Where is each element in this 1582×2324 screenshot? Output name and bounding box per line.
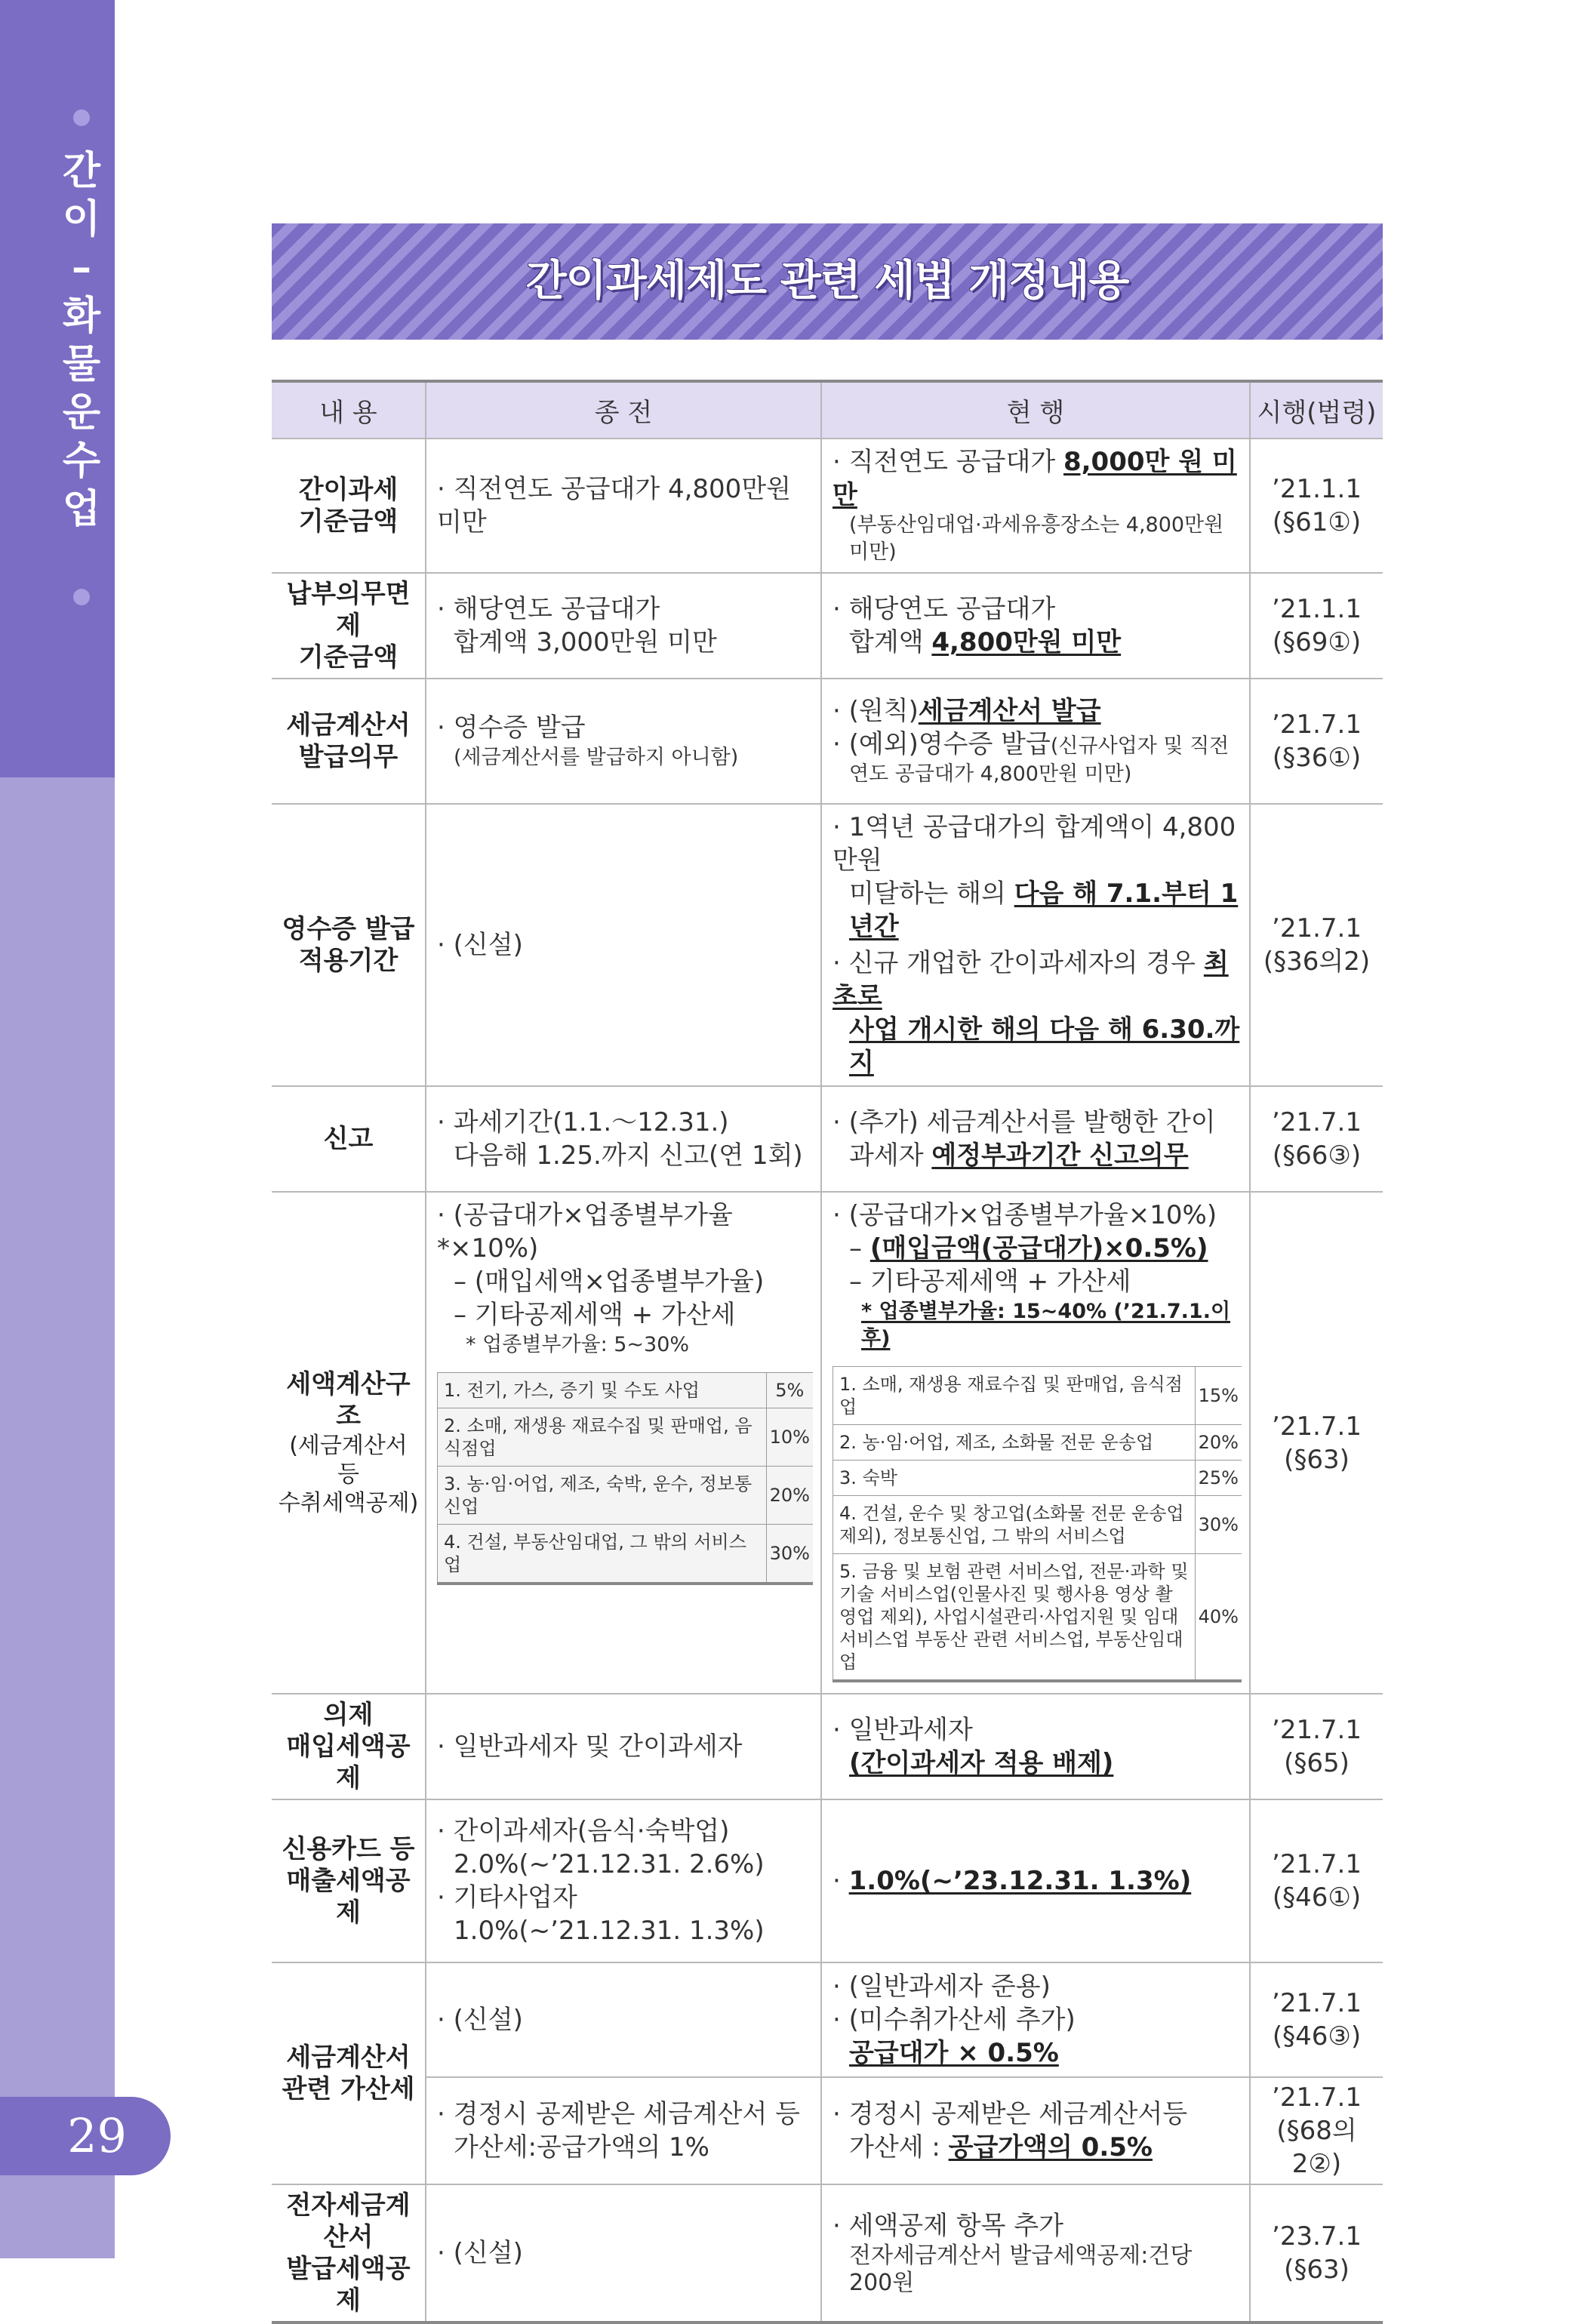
table-row (272, 2077, 1383, 2184)
row-new: · 세액공제 항목 추가 전자세금계산서 발급세액공제:건당 200원 (821, 2184, 1250, 2322)
row-new: · (공급대가×업종별부가율×10%) – (매입금액(공급대가)×0.5%) – 기타공제세액 + 가산세 * 업종별부가율: 15~40% (’21.7.1.이후) 1. 소매, 재생용 재료수집 및 판매업, 음식점업 15% 2. 농·임·어업, 제조, 소화물 전문 운송업 20% 3. 숙박 25% 4. 건설, 운수 및 창고업(소화물 전문 운송업 제외), 정보통신업, 그 밖의 서비스업 30% 5. 금융 및 보험 관련 서비스업, 전문·과학 및 기술 서비스업(인물사진 및 행사용 영상 촬영업 제외), 사업시설관리·사업지원 및 임대서비스업 부동산 관련 서비스업, 부동산임대업 40% (821, 1192, 1250, 1694)
row-new: · 1.0%(~’23.12.31. 1.3%) (821, 1799, 1250, 1962)
row-category: 납부의무면제 기준금액 (272, 573, 426, 679)
row-old: · 경정시 공제받은 세금계산서 등 가산세:공급가액의 1% (426, 2077, 821, 2184)
row-old: · 일반과세자 및 간이과세자 (426, 1694, 821, 1799)
row-effective: ’23.7.1 (§63) (1250, 2184, 1383, 2322)
row-category: 세금계산서 발급의무 (272, 679, 426, 804)
sidebar-dot-bottom (73, 589, 90, 605)
header-effective: 시행(법령) (1250, 381, 1383, 439)
row-new: · 경정시 공제받은 세금계산서등 가산세 : 공급가액의 0.5% (821, 2077, 1250, 2184)
row-category: 세금계산서 관련 가산세 (272, 1962, 426, 2184)
table-row (272, 1192, 1383, 1694)
rate-row: 4. 건설, 부동산임대업, 그 밖의 서비스업 30% (438, 1525, 814, 1584)
sidebar-dot-top (73, 109, 90, 126)
page-number: 29 (67, 2108, 127, 2163)
banner-title: 간이과세제도 관련 세법 개정내용 (525, 257, 1129, 306)
table-row (272, 1962, 1383, 2077)
row-category: 신용카드 등 매출세액공제 (272, 1799, 426, 1962)
new-rate-table (833, 1366, 1242, 1682)
row-effective: ’21.7.1 (§36의2) (1250, 804, 1383, 1086)
header-new: 현 행 (821, 381, 1250, 439)
row-category: 영수증 발급 적용기간 (272, 804, 426, 1086)
old-rate-table (437, 1372, 813, 1585)
row-new: · 해당연도 공급대가 합계액 4,800만원 미만 (821, 573, 1250, 679)
row-new: · 직전연도 공급대가 8,000만 원 미만 (부동산임대업·과세유흥장소는 4,800만원 미만) (821, 439, 1250, 573)
header-old: 종 전 (426, 381, 821, 439)
rate-row: 5. 금융 및 보험 관련 서비스업, 전문·과학 및 기술 서비스업(인물사진 및 행사용 영상 촬영업 제외), 사업시설관리·사업지원 및 임대서비스업 부동산 관련 서비스업, 부동산임대업 40% (833, 1554, 1242, 1682)
header-category: 내 용 (272, 381, 426, 439)
rate-row: 3. 농·임·어업, 제조, 숙박, 운수, 정보통신업 20% (438, 1467, 814, 1525)
row-old: · (신설) (426, 804, 821, 1086)
table-row (272, 1086, 1383, 1192)
row-effective: ’21.7.1 (§66③) (1250, 1086, 1383, 1192)
row-new: · (일반과세자 준용) · (미수취가산세 추가) 공급대가 × 0.5% (821, 1962, 1250, 2077)
table-row (272, 2184, 1383, 2322)
row-category: 세액계산구조 (세금계산서 등 수취세액공제) (272, 1192, 426, 1694)
row-old: · 해당연도 공급대가 합계액 3,000만원 미만 (426, 573, 821, 679)
table-row (272, 804, 1383, 1086)
revision-table (272, 380, 1383, 2324)
table-row (272, 1694, 1383, 1799)
row-old: · 직전연도 공급대가 4,800만원 미만 (426, 439, 821, 573)
title-banner (272, 223, 1383, 340)
rate-row: 2. 소매, 재생용 재료수집 및 판매업, 음식점업 10% (438, 1408, 814, 1467)
rate-row: 4. 건설, 운수 및 창고업(소화물 전문 운송업 제외), 정보통신업, 그 밖의 서비스업 30% (833, 1496, 1242, 1554)
sidebar-lower (0, 777, 115, 2258)
row-category: 의제 매입세액공제 (272, 1694, 426, 1799)
row-category: 신고 (272, 1086, 426, 1192)
rate-row: 2. 농·임·어업, 제조, 소화물 전문 운송업 20% (833, 1425, 1242, 1461)
row-category: 간이과세 기준금액 (272, 439, 426, 573)
sidebar-section-title: 간 이 – 화 물 운 수 업 (62, 149, 101, 532)
row-new: · (추가) 세금계산서를 발행한 간이 과세자 예정부과기간 신고의무 (821, 1086, 1250, 1192)
page-number-tab (0, 2097, 171, 2175)
rate-row: 3. 숙박 25% (833, 1461, 1242, 1496)
row-new: · 1역년 공급대가의 합계액이 4,800만원 미달하는 해의 다음 해 7.1.부터 1년간 · 신규 개업한 간이과세자의 경우 최초로 사업 개시한 해의 다음 해 6.30.까지 (821, 804, 1250, 1086)
row-old: · 영수증 발급 (세금계산서를 발급하지 아니함) (426, 679, 821, 804)
row-old: · (공급대가×업종별부가율*×10%) – (매입세액×업종별부가율) – 기타공제세액 + 가산세 * 업종별부가율: 5~30% 1. 전기, 가스, 증기 및 수도 사업 5% 2. 소매, 재생용 재료수집 및 판매업, 음식점업 10% 3. 농·임·어업, 제조, 숙박, 운수, 정보통신업 20% 4. 건설, 부동산임대업, 그 밖의 서비스업 30% (426, 1192, 821, 1694)
row-category: 전자세금계산서 발급세액공제 (272, 2184, 426, 2322)
row-effective: ’21.7.1 (§46③) (1250, 1962, 1383, 2077)
rate-row: 1. 소매, 재생용 재료수집 및 판매업, 음식점업 15% (833, 1367, 1242, 1425)
row-effective: ’21.7.1 (§65) (1250, 1694, 1383, 1799)
row-effective: ’21.1.1 (§69①) (1250, 573, 1383, 679)
row-old: · (신설) (426, 1962, 821, 2077)
row-old: · (신설) (426, 2184, 821, 2322)
row-effective: ’21.1.1 (§61①) (1250, 439, 1383, 573)
table-row (272, 439, 1383, 573)
row-effective: ’21.7.1 (§68의2②) (1250, 2077, 1383, 2184)
row-new: · 일반과세자 (간이과세자 적용 배제) (821, 1694, 1250, 1799)
rate-row: 1. 전기, 가스, 증기 및 수도 사업 5% (438, 1373, 814, 1408)
row-effective: ’21.7.1 (§63) (1250, 1192, 1383, 1694)
table-header-row (272, 381, 1383, 439)
row-new: · (원칙)세금계산서 발급 · (예외)영수증 발급(신규사업자 및 직전 연도 공급대가 4,800만원 미만) (821, 679, 1250, 804)
row-old: · 간이과세자(음식·숙박업) 2.0%(~’21.12.31. 2.6%) · 기타사업자 1.0%(~’21.12.31. 1.3%) (426, 1799, 821, 1962)
table-row (272, 1799, 1383, 1962)
table-row (272, 679, 1383, 804)
table-row (272, 573, 1383, 679)
row-old: · 과세기간(1.1.～12.31.) 다음해 1.25.까지 신고(연 1회) (426, 1086, 821, 1192)
row-effective: ’21.7.1 (§36①) (1250, 679, 1383, 804)
row-effective: ’21.7.1 (§46①) (1250, 1799, 1383, 1962)
